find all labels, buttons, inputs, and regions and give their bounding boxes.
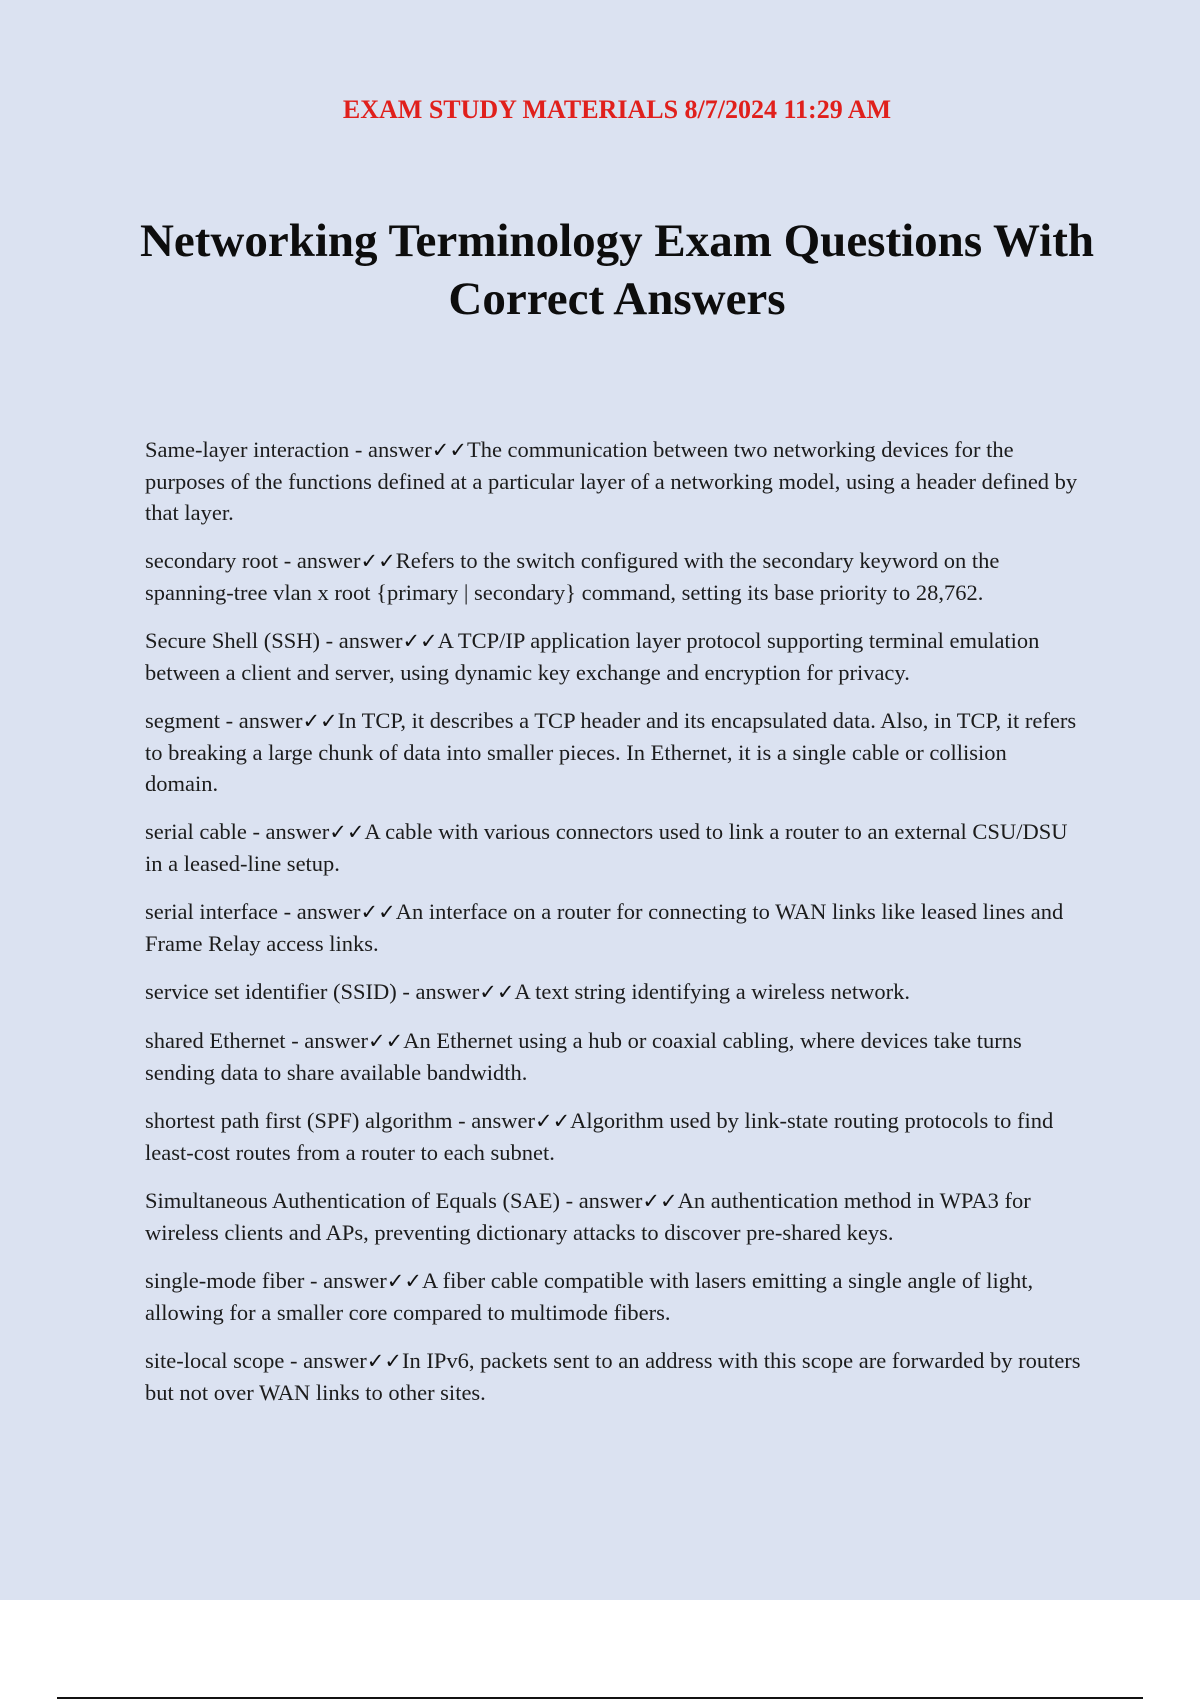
glossary-entry bbox=[145, 1185, 1085, 1248]
entry-definition: A cable with various connectors used to link a router to an external CSU/DSU in a leased-line setup. bbox=[145, 819, 1068, 876]
entry-term: shortest path first (SPF) algorithm bbox=[145, 1108, 453, 1133]
entry-answer-label: - answer bbox=[246, 819, 330, 844]
glossary-entry bbox=[145, 545, 1085, 608]
entry-answer-label: - answer bbox=[278, 899, 361, 924]
entry-definition: A TCP/IP application layer protocol supporting terminal emulation between a client and server, using dynamic key exchange and encryption for privacy. bbox=[145, 628, 1040, 685]
entry-term: secondary root bbox=[145, 548, 279, 573]
entry-term: serial interface bbox=[145, 899, 279, 924]
glossary-entry bbox=[145, 434, 1085, 528]
exam-stamp: EXAM STUDY MATERIALS 8/7/2024 11:29 AM bbox=[342, 95, 892, 124]
double-check-icon: ✓✓ bbox=[360, 549, 396, 573]
entry-term: serial cable bbox=[145, 819, 247, 844]
double-check-icon: ✓✓ bbox=[386, 1269, 422, 1293]
entry-term: site-local scope bbox=[145, 1348, 285, 1373]
entry-term: segment bbox=[145, 708, 220, 733]
entry-definition: In IPv6, packets sent to an address with this scope are forwarded by routers but not over WAN links to other sites. bbox=[145, 1348, 1081, 1405]
glossary-entry bbox=[145, 705, 1085, 799]
double-check-icon: ✓✓ bbox=[431, 438, 467, 462]
glossary-list bbox=[145, 434, 1085, 1425]
entry-definition: In TCP, it describes a TCP header and its encapsulated data. Also, in TCP, it refers to breaking a large chunk of data into smaller pieces. In Ethernet, it is a single cable or collision domain. bbox=[145, 708, 1077, 796]
glossary-entry bbox=[145, 896, 1085, 959]
entry-answer-label: - answer bbox=[349, 437, 432, 462]
double-check-icon: ✓✓ bbox=[360, 900, 396, 924]
glossary-entry bbox=[145, 1265, 1085, 1328]
double-check-icon: ✓✓ bbox=[479, 980, 515, 1004]
entry-term: shared Ethernet bbox=[145, 1028, 286, 1053]
entry-answer-label: - answer bbox=[284, 1348, 367, 1373]
entry-definition: Algorithm used by link-state routing protocols to find least-cost routes from a router to each subnet. bbox=[145, 1108, 1054, 1165]
double-check-icon: ✓✓ bbox=[642, 1189, 678, 1213]
entry-definition: A fiber cable compatible with lasers emitting a single angle of light, allowing for a smaller core compared to multimode fibers. bbox=[145, 1268, 1034, 1325]
entry-answer-label: - answer bbox=[219, 708, 303, 733]
double-check-icon: ✓✓ bbox=[402, 629, 438, 653]
document-title: Networking Terminology Exam Questions With Correct Answers bbox=[139, 215, 1095, 325]
entry-definition: An Ethernet using a hub or coaxial cabling, where devices take turns sending data to share available bandwidth. bbox=[145, 1028, 1022, 1085]
entry-definition: An interface on a router for connecting to WAN links like leased lines and Frame Relay access links. bbox=[145, 899, 1064, 956]
double-check-icon: ✓✓ bbox=[302, 709, 338, 733]
glossary-entry bbox=[145, 1345, 1085, 1408]
entry-answer-label: - answer bbox=[304, 1268, 387, 1293]
entry-term: Same-layer interaction bbox=[145, 437, 350, 462]
entry-answer-label: - answer bbox=[396, 979, 480, 1004]
glossary-entry bbox=[145, 1025, 1085, 1088]
entry-term: single-mode fiber bbox=[145, 1268, 305, 1293]
entry-term: service set identifier (SSID) bbox=[145, 979, 397, 1004]
glossary-entry bbox=[145, 976, 1085, 1008]
entry-term: Simultaneous Authentication of Equals (SAE) bbox=[145, 1188, 560, 1213]
entry-definition: Refers to the switch configured with the secondary keyword on the spanning-tree vlan x root {primary | secondary} command, setting its base priority to 28,762. bbox=[145, 548, 1000, 605]
entry-answer-label: - answer bbox=[559, 1188, 643, 1213]
entry-definition: The communication between two networking devices for the purposes of the functions defined at a particular layer of a networking model, using a header defined by that layer. bbox=[145, 437, 1078, 525]
entry-definition: A text string identifying a wireless network. bbox=[514, 979, 911, 1004]
entry-definition: An authentication method in WPA3 for wireless clients and APs, preventing dictionary attacks to discover pre-shared keys. bbox=[145, 1188, 1031, 1245]
entry-answer-label: - answer bbox=[319, 628, 403, 653]
glossary-entry bbox=[145, 1105, 1085, 1168]
glossary-entry bbox=[145, 816, 1085, 879]
double-check-icon: ✓✓ bbox=[329, 820, 365, 844]
glossary-entry bbox=[145, 625, 1085, 688]
footer-divider bbox=[57, 1697, 1143, 1699]
double-check-icon: ✓✓ bbox=[368, 1029, 404, 1053]
double-check-icon: ✓✓ bbox=[366, 1349, 402, 1373]
entry-answer-label: - answer bbox=[285, 1028, 369, 1053]
entry-answer-label: - answer bbox=[452, 1108, 535, 1133]
entry-term: Secure Shell (SSH) bbox=[145, 628, 320, 653]
double-check-icon: ✓✓ bbox=[534, 1109, 571, 1133]
entry-answer-label: - answer bbox=[278, 548, 361, 573]
